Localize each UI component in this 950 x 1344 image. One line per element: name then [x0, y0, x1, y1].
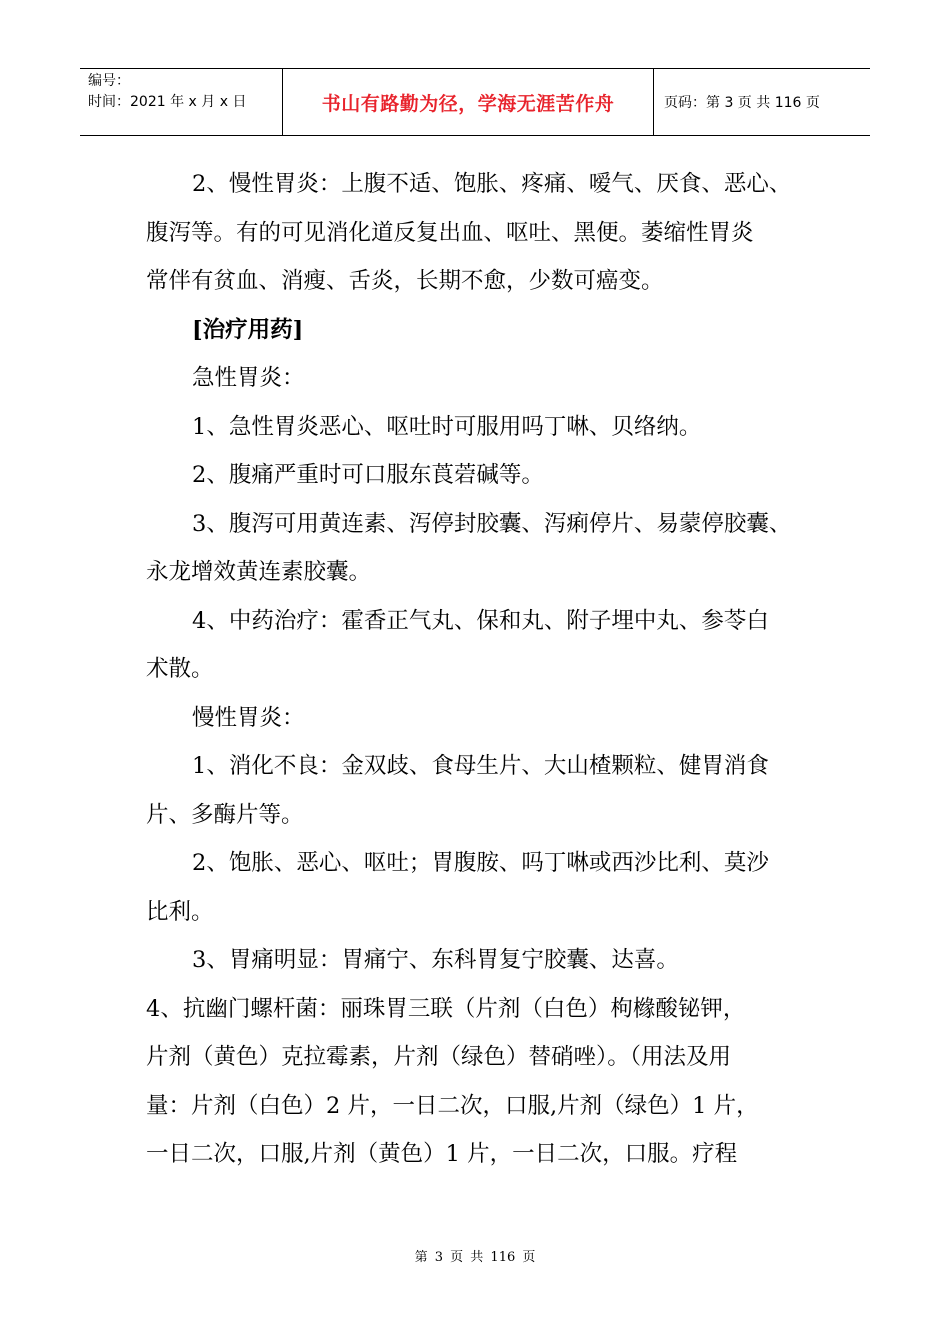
body-line: 永龙增效黄连素胶囊。 [146, 559, 372, 585]
document-number-label: 编号： [88, 73, 130, 89]
header-motto: 书山有路勤为径，学海无涯苦作舟 [283, 69, 654, 135]
body-line: 腹泻等。有的可见消化道反复出血、呕吐、黑便。萎缩性胃炎 [146, 219, 754, 246]
body-line: 2、饱胀、恶心、呕吐；胃腹胺、吗丁啉或西沙比利、莫沙 [192, 850, 769, 876]
body-line: 量：片剂（白色）2 片，一日二次，口服,片剂（绿色）1 片， [146, 1092, 759, 1119]
header-page-info: 页码：第 3 页 共 116 页 [664, 95, 820, 111]
subsection-heading: 急性胃炎： [192, 365, 305, 391]
subsection-heading: 慢性胃炎： [192, 704, 305, 731]
document-header [80, 68, 870, 136]
body-line: 片、多酶片等。 [146, 801, 304, 828]
document-time-label: 时间：2021 年 x 月 x 日 [88, 94, 247, 110]
body-line: 术散。 [146, 656, 214, 682]
body-line: 1、消化不良：金双歧、食母生片、大山楂颗粒、健胃消食 [192, 753, 769, 779]
body-line: 3、腹泻可用黄连素、泻停封胶囊、泻痢停片、易蒙停胶囊、 [192, 510, 792, 537]
body-line: 2、腹痛严重时可口服东莨菪碱等。 [192, 462, 544, 488]
body-line: 2、慢性胃炎：上腹不适、饱胀、疼痛、嗳气、厌食、恶心、 [192, 171, 792, 197]
body-line: 片剂（黄色）克拉霉素，片剂（绿色）替硝唑）。（用法及用 [146, 1044, 732, 1070]
body-line: 一日二次，口服,片剂（黄色）1 片，一日二次，口服。疗程 [146, 1141, 738, 1167]
body-line: 4、抗幽门螺杆菌：丽珠胃三联（片剂（白色）枸橼酸铋钾， [146, 995, 746, 1022]
page-footer: 第 3 页 共 116 页 [414, 1250, 536, 1265]
header-meta-cell [80, 69, 283, 135]
document-body [146, 160, 836, 1179]
body-line: 3、胃痛明显：胃痛宁、东科胃复宁胶囊、达喜。 [192, 947, 679, 973]
section-heading: [治疗用药] [192, 316, 304, 343]
body-line: 比利。 [146, 898, 214, 925]
body-line: 4、中药治疗：霍香正气丸、保和丸、附子埋中丸、参苓白 [192, 607, 769, 634]
body-line: 1、急性胃炎恶心、呕吐时可服用吗丁啉、贝络纳。 [192, 413, 702, 440]
body-line: 常伴有贫血、消瘦、舌炎，长期不愈，少数可癌变。 [146, 268, 664, 294]
